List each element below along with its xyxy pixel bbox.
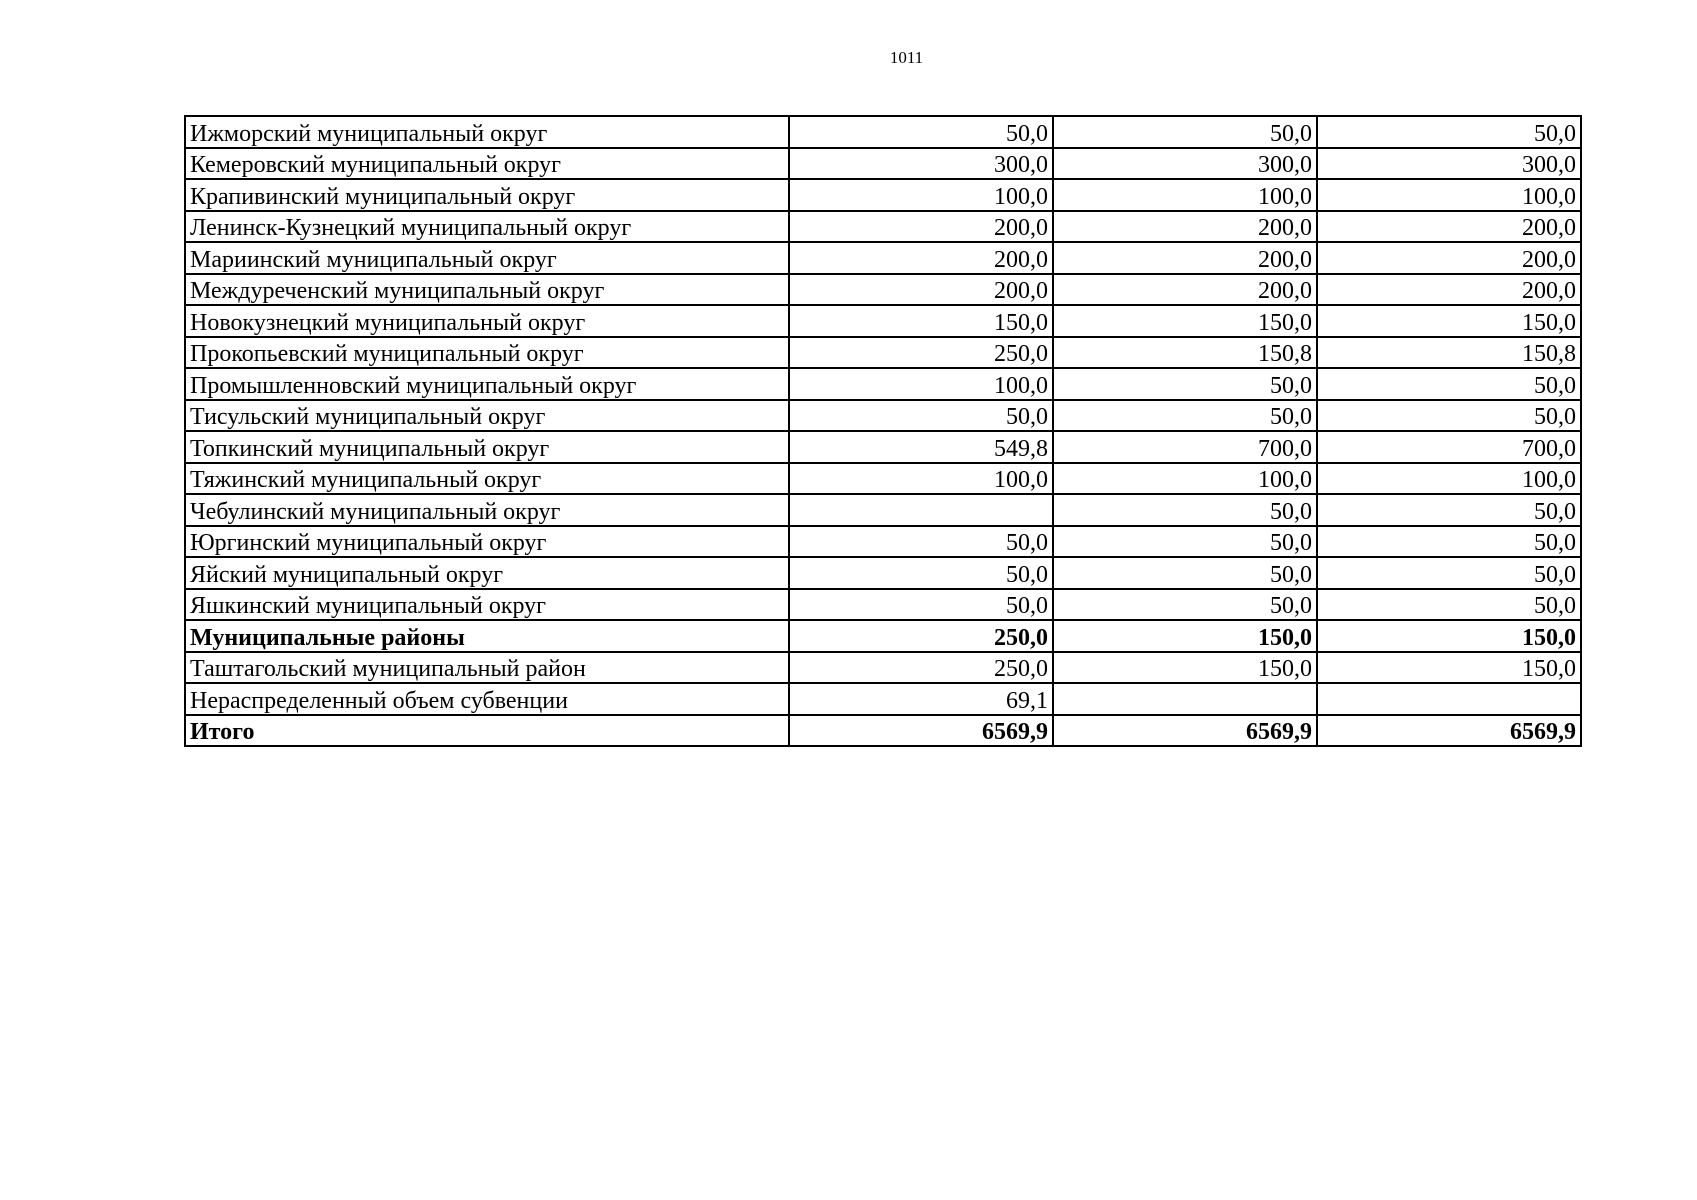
value-cell-3: 6569,9	[1317, 715, 1581, 747]
value-cell-2: 50,0	[1053, 557, 1317, 589]
value-cell-1: 50,0	[789, 589, 1053, 621]
table-row	[185, 715, 1581, 747]
row-name-cell: Промышленновский муниципальный округ	[185, 368, 789, 400]
value-cell-1: 250,0	[789, 652, 1053, 684]
row-name-cell: Прокопьевский муниципальный округ	[185, 337, 789, 369]
value-cell-1: 50,0	[789, 557, 1053, 589]
value-cell-1: 100,0	[789, 179, 1053, 211]
value-cell-3	[1317, 683, 1581, 715]
value-cell-2: 700,0	[1053, 431, 1317, 463]
value-cell-3: 200,0	[1317, 242, 1581, 274]
table-row	[185, 652, 1581, 684]
value-cell-2: 50,0	[1053, 116, 1317, 148]
value-cell-2: 100,0	[1053, 463, 1317, 495]
table-row	[185, 116, 1581, 148]
value-cell-1: 200,0	[789, 242, 1053, 274]
row-name-cell: Топкинский муниципальный округ	[185, 431, 789, 463]
value-cell-3: 50,0	[1317, 368, 1581, 400]
table-row	[185, 431, 1581, 463]
row-name-cell: Тяжинский муниципальный округ	[185, 463, 789, 495]
value-cell-2: 50,0	[1053, 589, 1317, 621]
page-number: 1011	[889, 48, 924, 67]
table-row	[185, 274, 1581, 306]
value-cell-1: 100,0	[789, 463, 1053, 495]
value-cell-3: 150,8	[1317, 337, 1581, 369]
table-row	[185, 589, 1581, 621]
row-name-cell: Междуреченский муниципальный округ	[185, 274, 789, 306]
row-name-cell: Крапивинский муниципальный округ	[185, 179, 789, 211]
row-name-cell: Новокузнецкий муниципальный округ	[185, 305, 789, 337]
value-cell-1: 50,0	[789, 400, 1053, 432]
value-cell-1	[789, 494, 1053, 526]
value-cell-2: 150,8	[1053, 337, 1317, 369]
value-cell-2: 200,0	[1053, 274, 1317, 306]
value-cell-3: 50,0	[1317, 589, 1581, 621]
value-cell-1: 250,0	[789, 620, 1053, 652]
value-cell-3: 50,0	[1317, 400, 1581, 432]
value-cell-1: 200,0	[789, 211, 1053, 243]
value-cell-2: 50,0	[1053, 368, 1317, 400]
value-cell-2: 150,0	[1053, 620, 1317, 652]
table-row	[185, 620, 1581, 652]
value-cell-3: 50,0	[1317, 557, 1581, 589]
row-name-cell: Ижморский муниципальный округ	[185, 116, 789, 148]
value-cell-1: 300,0	[789, 148, 1053, 180]
value-cell-3: 700,0	[1317, 431, 1581, 463]
table-row	[185, 368, 1581, 400]
value-cell-3: 300,0	[1317, 148, 1581, 180]
table-row	[185, 148, 1581, 180]
table-row	[185, 494, 1581, 526]
value-cell-1: 69,1	[789, 683, 1053, 715]
value-cell-2: 200,0	[1053, 242, 1317, 274]
row-name-cell: Юргинский муниципальный округ	[185, 526, 789, 558]
value-cell-2: 100,0	[1053, 179, 1317, 211]
value-cell-1: 150,0	[789, 305, 1053, 337]
value-cell-3: 100,0	[1317, 179, 1581, 211]
value-cell-2: 150,0	[1053, 305, 1317, 337]
row-name-cell: Таштагольский муниципальный район	[185, 652, 789, 684]
row-name-cell: Нераспределенный объем субвенции	[185, 683, 789, 715]
value-cell-1: 50,0	[789, 116, 1053, 148]
row-name-cell: Муниципальные районы	[185, 620, 789, 652]
subvention-table	[184, 115, 1582, 747]
value-cell-1: 200,0	[789, 274, 1053, 306]
value-cell-2: 300,0	[1053, 148, 1317, 180]
value-cell-3: 100,0	[1317, 463, 1581, 495]
value-cell-1: 50,0	[789, 526, 1053, 558]
table-row	[185, 557, 1581, 589]
value-cell-2: 200,0	[1053, 211, 1317, 243]
table-row	[185, 337, 1581, 369]
value-cell-3: 200,0	[1317, 211, 1581, 243]
value-cell-2: 6569,9	[1053, 715, 1317, 747]
table-row	[185, 179, 1581, 211]
table-row	[185, 305, 1581, 337]
row-name-cell: Мариинский муниципальный округ	[185, 242, 789, 274]
value-cell-3: 50,0	[1317, 526, 1581, 558]
row-name-cell: Кемеровский муниципальный округ	[185, 148, 789, 180]
table-row	[185, 211, 1581, 243]
row-name-cell: Яшкинский муниципальный округ	[185, 589, 789, 621]
table-row	[185, 463, 1581, 495]
value-cell-1: 100,0	[789, 368, 1053, 400]
table-row	[185, 400, 1581, 432]
value-cell-2	[1053, 683, 1317, 715]
table-body	[185, 116, 1581, 746]
value-cell-3: 200,0	[1317, 274, 1581, 306]
table-row	[185, 683, 1581, 715]
row-name-cell: Итого	[185, 715, 789, 747]
value-cell-2: 50,0	[1053, 494, 1317, 526]
value-cell-1: 250,0	[789, 337, 1053, 369]
value-cell-3: 50,0	[1317, 116, 1581, 148]
value-cell-3: 150,0	[1317, 652, 1581, 684]
value-cell-2: 50,0	[1053, 526, 1317, 558]
table-row	[185, 526, 1581, 558]
table-row	[185, 242, 1581, 274]
value-cell-2: 50,0	[1053, 400, 1317, 432]
row-name-cell: Яйский муниципальный округ	[185, 557, 789, 589]
row-name-cell: Чебулинский муниципальный округ	[185, 494, 789, 526]
value-cell-1: 549,8	[789, 431, 1053, 463]
row-name-cell: Тисульский муниципальный округ	[185, 400, 789, 432]
value-cell-3: 50,0	[1317, 494, 1581, 526]
row-name-cell: Ленинск-Кузнецкий муниципальный округ	[185, 211, 789, 243]
value-cell-1: 6569,9	[789, 715, 1053, 747]
value-cell-3: 150,0	[1317, 620, 1581, 652]
value-cell-2: 150,0	[1053, 652, 1317, 684]
value-cell-3: 150,0	[1317, 305, 1581, 337]
